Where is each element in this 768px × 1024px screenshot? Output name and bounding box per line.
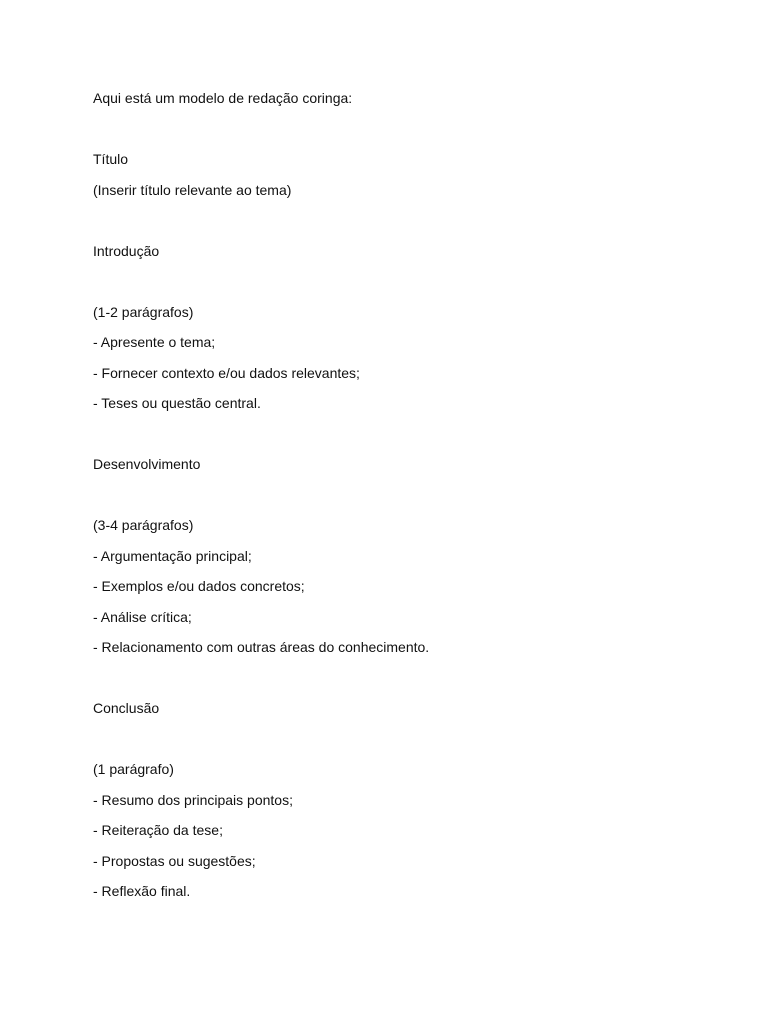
introducao-count: (1-2 parágrafos)	[93, 303, 194, 320]
list-item: - Reiteração da tese;	[93, 822, 223, 838]
list-item: - Análise crítica;	[93, 608, 192, 625]
conclusao-count: (1 parágrafo)	[93, 761, 174, 777]
desenvolvimento-count: (3-4 parágrafos)	[93, 517, 194, 533]
list-item: - Resumo dos principais pontos;	[93, 791, 293, 808]
section-heading-conclusao: Conclusão	[93, 700, 160, 716]
list-item: - Reflexão final.	[93, 883, 191, 899]
intro-line: Aqui está um modelo de redação coringa:	[93, 90, 353, 106]
list-item: - Fornecer contexto e/ou dados relevantes;	[93, 364, 360, 381]
list-item: - Exemplos e/ou dados concretos;	[93, 578, 305, 594]
section-heading-titulo: Título	[93, 151, 129, 167]
section-heading-desenvolvimento: Desenvolvimento	[93, 456, 201, 472]
list-item: - Relacionamento com outras áreas do conhecimento.	[93, 639, 430, 655]
list-item: - Propostas ou sugestões;	[93, 852, 256, 869]
list-item: - Apresente o tema;	[93, 334, 216, 350]
list-item: - Teses ou questão central.	[93, 395, 261, 411]
document-body	[93, 88, 713, 901]
titulo-note: (Inserir título relevante ao tema)	[93, 181, 292, 198]
section-heading-introducao: Introdução	[93, 242, 160, 259]
list-item: - Argumentação principal;	[93, 547, 252, 564]
